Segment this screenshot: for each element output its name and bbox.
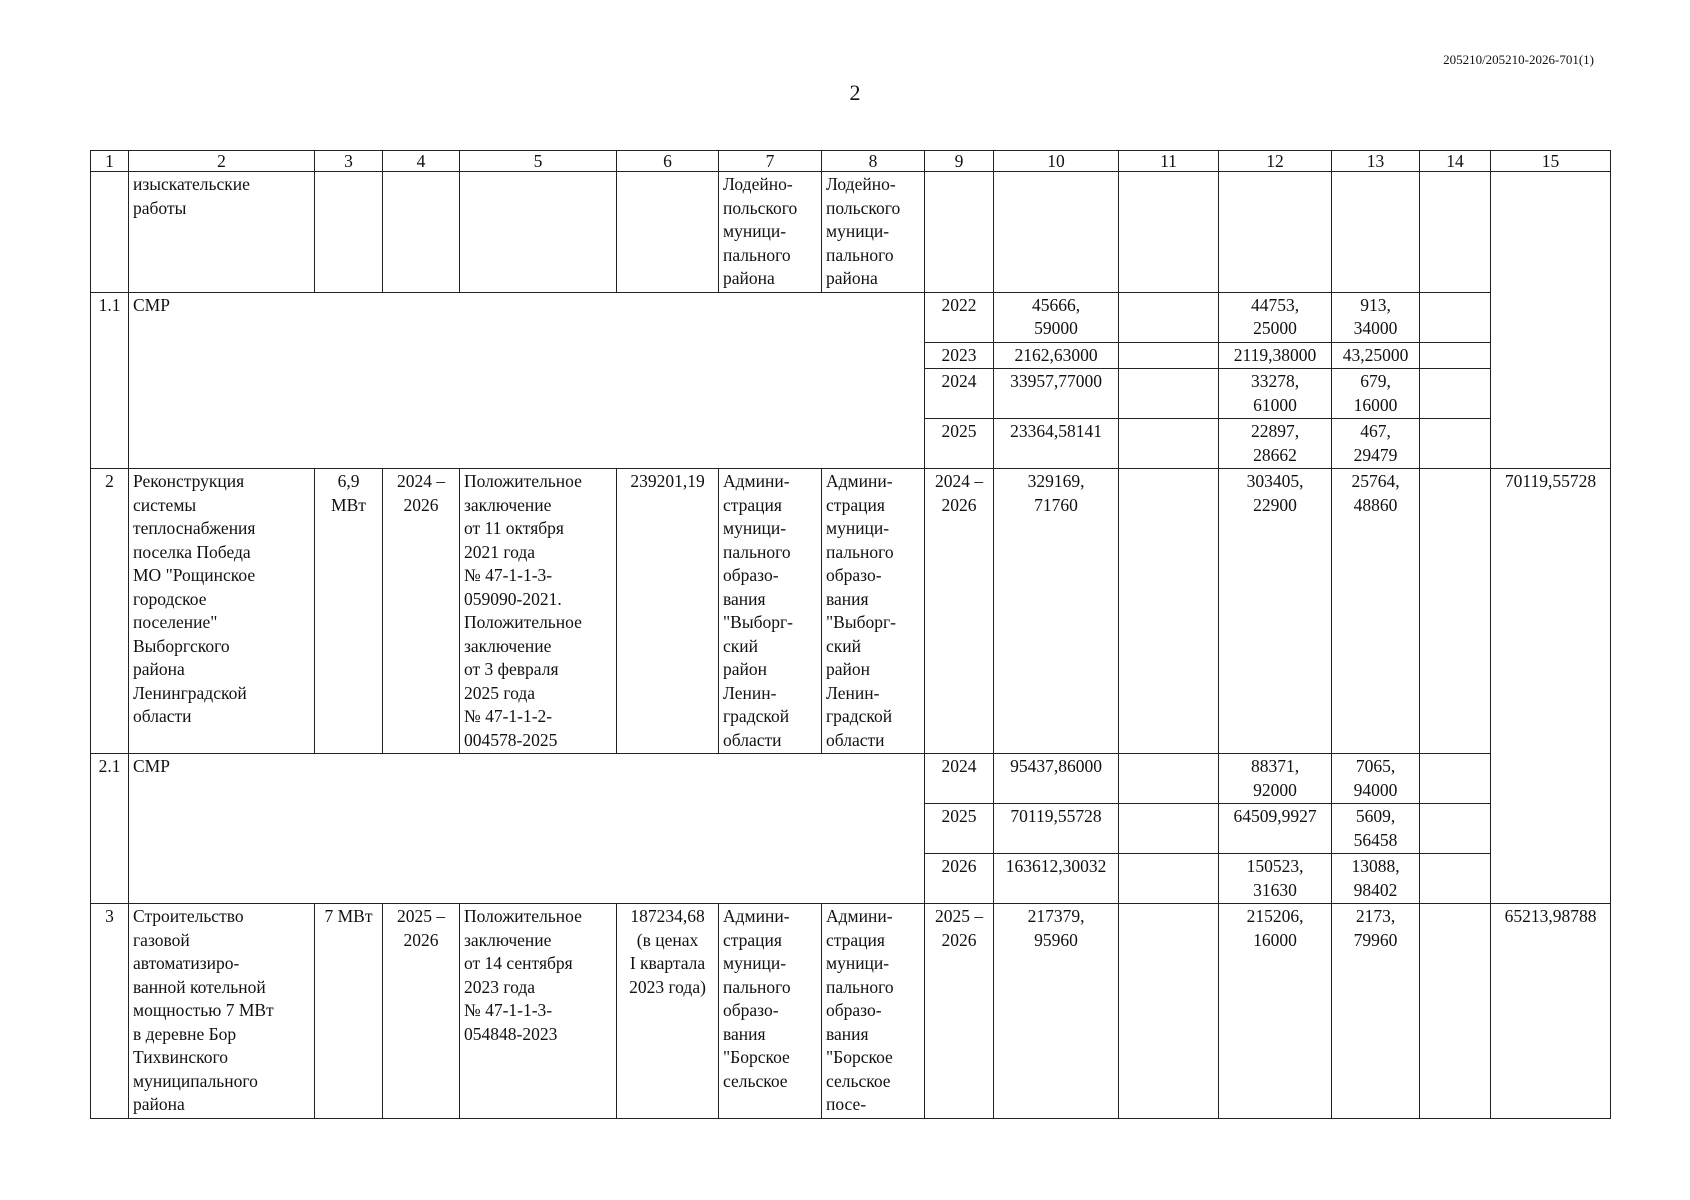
developer: Админи- страция муници- пального образо- вания "Борское сельское посе- — [822, 904, 925, 1119]
total-amount: 33957,77000 — [994, 369, 1119, 419]
object-name: Строительство газовой автоматизиро- ванной котельной мощностью 7 МВт в деревне Бор Тихвинского муниципального района — [129, 904, 315, 1119]
capacity: 6,9 МВт — [315, 469, 383, 754]
period: 2025 – 2026 — [383, 904, 460, 1119]
capacity: 7 МВт — [315, 904, 383, 1119]
col-12: 2119,38000 — [1219, 342, 1332, 369]
developer: Админи- страция муници- пального образо- вания "Выборг- ский район Ленин- градской области — [822, 469, 925, 754]
year: 2026 — [925, 854, 994, 904]
col-13: 7065, 94000 — [1332, 754, 1420, 804]
period: 2024 – 2026 — [383, 469, 460, 754]
table-row — [91, 292, 1611, 342]
column-number-row — [91, 151, 1611, 172]
col-14 — [1420, 904, 1491, 1119]
year: 2023 — [925, 342, 994, 369]
column-number: 3 — [315, 151, 383, 172]
col-14 — [1420, 342, 1491, 369]
col-13: 2173, 79960 — [1332, 904, 1420, 1119]
total-amount: 2162,63000 — [994, 342, 1119, 369]
row-number: 2 — [91, 469, 129, 754]
year: 2025 — [925, 419, 994, 469]
object-name: СМР — [129, 754, 925, 904]
expertise: Положительное заключение от 11 октября 2021 года № 47-1-1-3- 059090-2021. Положительное заключение от 3 февраля 2025 года № 47-1-1-2- 004578-2025 — [460, 469, 617, 754]
col-11 — [1119, 292, 1219, 342]
column-number: 1 — [91, 151, 129, 172]
column-number: 8 — [822, 151, 925, 172]
year: 2024 — [925, 754, 994, 804]
document-id: 205210/205210-2026-701(1) — [1443, 52, 1594, 67]
year: 2025 – 2026 — [925, 904, 994, 1119]
column-number: 10 — [994, 151, 1119, 172]
col-13: 25764, 48860 — [1332, 469, 1420, 754]
col-12: 88371, 92000 — [1219, 754, 1332, 804]
year: 2022 — [925, 292, 994, 342]
col-11 — [1119, 854, 1219, 904]
col-11 — [1119, 369, 1219, 419]
total-amount: 217379, 95960 — [994, 904, 1119, 1119]
row-number: 3 — [91, 904, 129, 1119]
capacity — [315, 172, 383, 293]
col-13: 43,25000 — [1332, 342, 1420, 369]
col-14 — [1420, 419, 1491, 469]
object-name: изыскательские работы — [129, 172, 315, 293]
column-number: 4 — [383, 151, 460, 172]
col-12: 303405, 22900 — [1219, 469, 1332, 754]
col-11 — [1119, 419, 1219, 469]
col-12: 150523, 31630 — [1219, 854, 1332, 904]
customer: Админи- страция муници- пального образо- вания "Борское сельское — [719, 904, 822, 1119]
col-12: 44753, 25000 — [1219, 292, 1332, 342]
col-11 — [1119, 754, 1219, 804]
col-12: 33278, 61000 — [1219, 369, 1332, 419]
col-13: 467, 29479 — [1332, 419, 1420, 469]
object-name: СМР — [129, 292, 925, 469]
table-row — [91, 904, 1611, 1119]
object-name: Реконструкция системы теплоснабжения поселка Победа МО "Рощинское городское поселение" Выборгского района Ленинградской области — [129, 469, 315, 754]
expertise — [460, 172, 617, 293]
customer: Админи- страция муници- пального образо- вания "Выборг- ский район Ленин- градской области — [719, 469, 822, 754]
total-amount — [994, 172, 1119, 293]
col-15 — [1491, 172, 1611, 469]
row-number: 2.1 — [91, 754, 129, 904]
year: 2025 — [925, 804, 994, 854]
total-amount: 23364,58141 — [994, 419, 1119, 469]
column-number: 7 — [719, 151, 822, 172]
column-number: 14 — [1420, 151, 1491, 172]
col-13: 13088, 98402 — [1332, 854, 1420, 904]
column-number: 2 — [129, 151, 315, 172]
year — [925, 172, 994, 293]
col-12: 64509,9927 — [1219, 804, 1332, 854]
col-11 — [1119, 342, 1219, 369]
expertise: Положительное заключение от 14 сентября 2023 года № 47-1-1-3- 054848-2023 — [460, 904, 617, 1119]
col-11 — [1119, 469, 1219, 754]
col-12 — [1219, 172, 1332, 293]
row-number — [91, 172, 129, 293]
table-row — [91, 172, 1611, 293]
column-number: 6 — [617, 151, 719, 172]
column-number: 5 — [460, 151, 617, 172]
col-11 — [1119, 804, 1219, 854]
table-row — [91, 754, 1611, 804]
year: 2024 – 2026 — [925, 469, 994, 754]
column-number: 12 — [1219, 151, 1332, 172]
table-row — [91, 469, 1611, 754]
col-11 — [1119, 904, 1219, 1119]
col-14 — [1420, 804, 1491, 854]
year: 2024 — [925, 369, 994, 419]
customer: Лодейно- польского муници- пального района — [719, 172, 822, 293]
row-number: 1.1 — [91, 292, 129, 469]
total-amount: 95437,86000 — [994, 754, 1119, 804]
col-14 — [1420, 469, 1491, 754]
column-number: 13 — [1332, 151, 1420, 172]
program-table — [90, 150, 1611, 1119]
col-13: 913, 34000 — [1332, 292, 1420, 342]
page-number: 2 — [849, 80, 861, 105]
total-amount: 70119,55728 — [994, 804, 1119, 854]
col-13: 5609, 56458 — [1332, 804, 1420, 854]
col-14 — [1420, 172, 1491, 293]
total-amount: 163612,30032 — [994, 854, 1119, 904]
col-14 — [1420, 292, 1491, 342]
column-number: 15 — [1491, 151, 1611, 172]
col-14 — [1420, 754, 1491, 804]
developer: Лодейно- польского муници- пального района — [822, 172, 925, 293]
estimated-cost — [617, 172, 719, 293]
column-number: 11 — [1119, 151, 1219, 172]
col-14 — [1420, 854, 1491, 904]
col-12: 215206, 16000 — [1219, 904, 1332, 1119]
total-amount: 45666, 59000 — [994, 292, 1119, 342]
column-number: 9 — [925, 151, 994, 172]
col-15: 70119,55728 — [1491, 469, 1611, 904]
period — [383, 172, 460, 293]
estimated-cost: 239201,19 — [617, 469, 719, 754]
col-13: 679, 16000 — [1332, 369, 1420, 419]
total-amount: 329169, 71760 — [994, 469, 1119, 754]
col-13 — [1332, 172, 1420, 293]
estimated-cost: 187234,68 (в ценах I квартала 2023 года) — [617, 904, 719, 1119]
col-14 — [1420, 369, 1491, 419]
col-15: 65213,98788 — [1491, 904, 1611, 1119]
col-12: 22897, 28662 — [1219, 419, 1332, 469]
col-11 — [1119, 172, 1219, 293]
